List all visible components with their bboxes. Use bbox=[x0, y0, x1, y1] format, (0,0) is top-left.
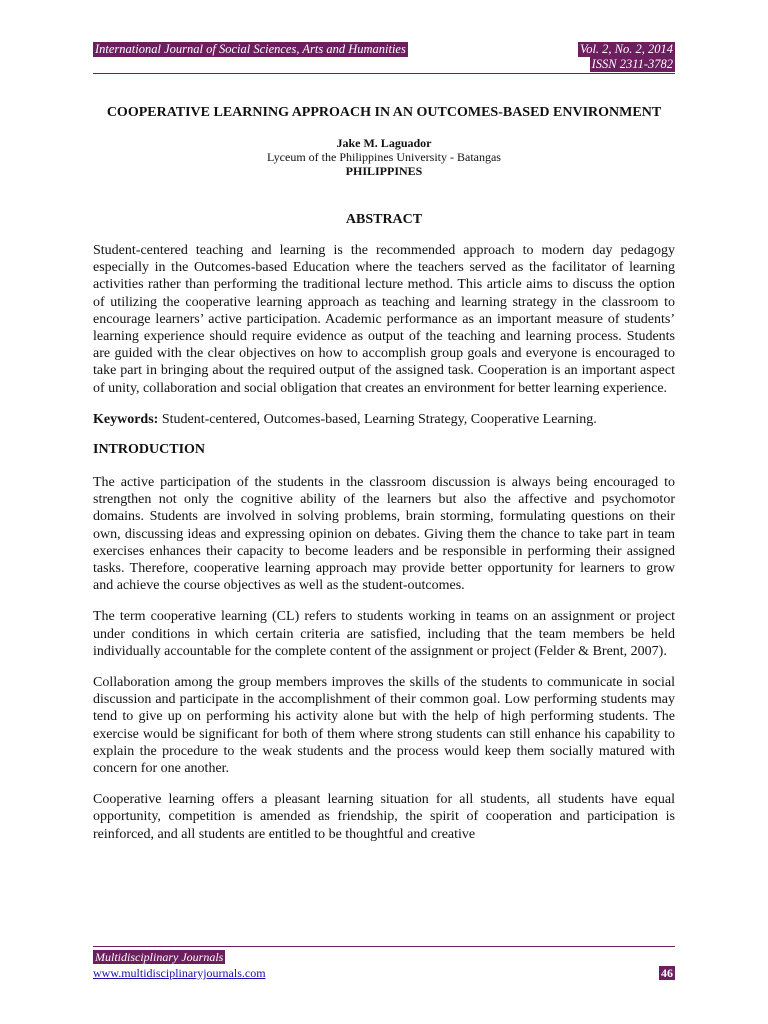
keywords bbox=[93, 411, 675, 428]
intro-paragraph: The active participation of the students in the classroom discussion is always being encouraged to strengthen not only the cognitive ability of the learners but also the affective and psychomotor domains. Students are involved in solving problems, brain storming, formulating questions on their own, discussing ideas and expressing opinion on debates. Giving them the chance to take part in team exercises enhances their capacity to become leaders and be responsible in performing their assigned tasks. Therefore, cooperative learning approach may provide better opportunity for learners to grow and achieve the course objectives as well as the student-outcomes. bbox=[93, 475, 675, 594]
issn-label: ISSN 2311-3782 bbox=[591, 57, 673, 71]
paper-content bbox=[93, 104, 675, 857]
volume-info bbox=[578, 42, 675, 72]
introduction-heading: INTRODUCTION bbox=[93, 442, 206, 458]
author-block bbox=[93, 136, 675, 178]
abstract-text: Student-centered teaching and learning is the recommended approach to modern day pedagogy especially in the Outcomes-based Education where the teachers served as the facilitator of learning activities rather than performing the traditional lecture method. This article aims to discuss the option of utilizing the cooperative learning approach as teaching and learning strategy in the classroom to encourage learners’ active participation. Academic performance as an important measure of students’ learning experience should require evidence as output of the teaching and learning process. Students are guided with the clear objectives on how to accomplish group goals and everyone is encouraged to take part in bringing about the required output of the assigned task. Cooperation is an important aspect of unity, collaboration and social obligation that creates an environment for better learning experience. bbox=[93, 243, 675, 396]
author-affiliation: Lyceum of the Philippines University - Batangas bbox=[267, 150, 501, 164]
journal-website-link[interactable]: www.multidisciplinaryjournals.com bbox=[93, 966, 266, 980]
author-name: Jake M. Laguador bbox=[336, 136, 432, 150]
keywords-label: Keywords: bbox=[93, 411, 159, 427]
intro-paragraph: Collaboration among the group members improves the skills of the students to communicate in social discussion and participate in the accomplishment of their common goal. Low performing students may tend to give up on performing his activity alone but with the help of high performing students. The exercise would be significant for both of them where strong students can still enhance his capability to explain the procedure to the weak students and the process would keep them socially matured with concern for one another. bbox=[93, 675, 675, 777]
intro-paragraph: Cooperative learning offers a pleasant learning situation for all students, all students have equal opportunity, competition is amended as friendship, the spirit of cooperation and participation is reinforced, and all students are entitled to be thoughtful and creative bbox=[93, 792, 675, 842]
intro-paragraph: The term cooperative learning (CL) refers to students working in teams on an assignment or project under conditions in which certain criteria are satisfied, including that the team members be held individually accountable for the complete content of the assignment or project (Felder & Brent, 2007). bbox=[93, 609, 675, 659]
footer-divider bbox=[93, 946, 675, 947]
abstract-heading: ABSTRACT bbox=[345, 212, 423, 227]
footer-journal-name: Multidisciplinary Journals bbox=[95, 950, 224, 964]
page-number: 46 bbox=[661, 966, 673, 980]
author-country: PHILIPPINES bbox=[345, 164, 423, 178]
paper-title: COOPERATIVE LEARNING APPROACH IN AN OUTCOMES-BASED ENVIRONMENT bbox=[106, 105, 662, 120]
journal-name: International Journal of Social Sciences, Arts and Humanities bbox=[95, 42, 406, 56]
keywords-text: Student-centered, Outcomes-based, Learning Strategy, Cooperative Learning. bbox=[161, 411, 597, 427]
header-divider bbox=[93, 73, 675, 74]
volume-label: Vol. 2, No. 2, 2014 bbox=[579, 42, 673, 56]
